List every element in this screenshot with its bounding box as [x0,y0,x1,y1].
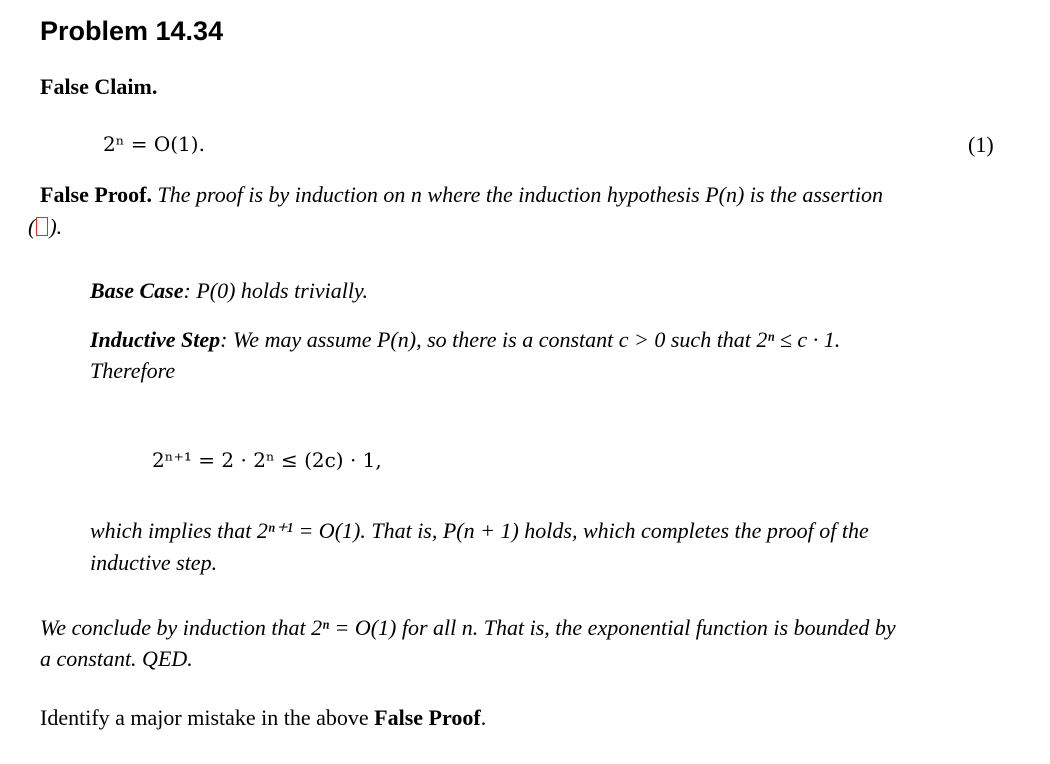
base-case-label: Base Case [90,278,184,303]
false-proof-heading: False Proof. [40,182,153,207]
ref-close: ). [49,214,63,239]
conclusion-line-2: a constant. QED. [40,646,193,671]
base-case-text: : P(0) holds trivially. [183,278,369,303]
equation-link-box[interactable] [36,217,48,236]
inductive-step-label: Inductive Step [90,327,221,352]
false-proof-text: The proof is by induction on n where the induction hypothesis P(n) is the assertion [157,182,884,207]
equation-reference[interactable] [28,214,62,240]
question-bold: False Proof [374,705,481,730]
implication-line-2: inductive step. [90,550,218,575]
inductive-equation: 2ⁿ⁺¹ = 2 · 2ⁿ ≤ (2c) · 1, [152,448,382,472]
equation-number: (1) [968,132,994,157]
implication-line-1: which implies that 2ⁿ⁺¹ = O(1). That is, P(n + 1) holds, which completes the proof of the [90,518,869,543]
question-end: . [480,705,487,730]
ref-open: ( [28,214,36,239]
question-prefix: Identify a major mistake in the above [40,705,375,730]
problem-title: Problem 14.34 [40,16,224,46]
inductive-step-text: : We may assume P(n), so there is a constant c > 0 such that 2ⁿ ≤ c · 1. [220,327,841,352]
therefore-text: Therefore [90,358,176,383]
false-proof-paragraph [40,182,883,208]
base-case [90,278,368,304]
conclusion-line-1: We conclude by induction that 2ⁿ = O(1) for all n. That is, the exponential function is bounded by [40,615,896,640]
false-claim-heading: False Claim. [40,74,158,99]
claim-equation: 2ⁿ = O(1). [103,132,205,156]
inductive-step-line [90,327,998,353]
question-text [40,705,486,731]
